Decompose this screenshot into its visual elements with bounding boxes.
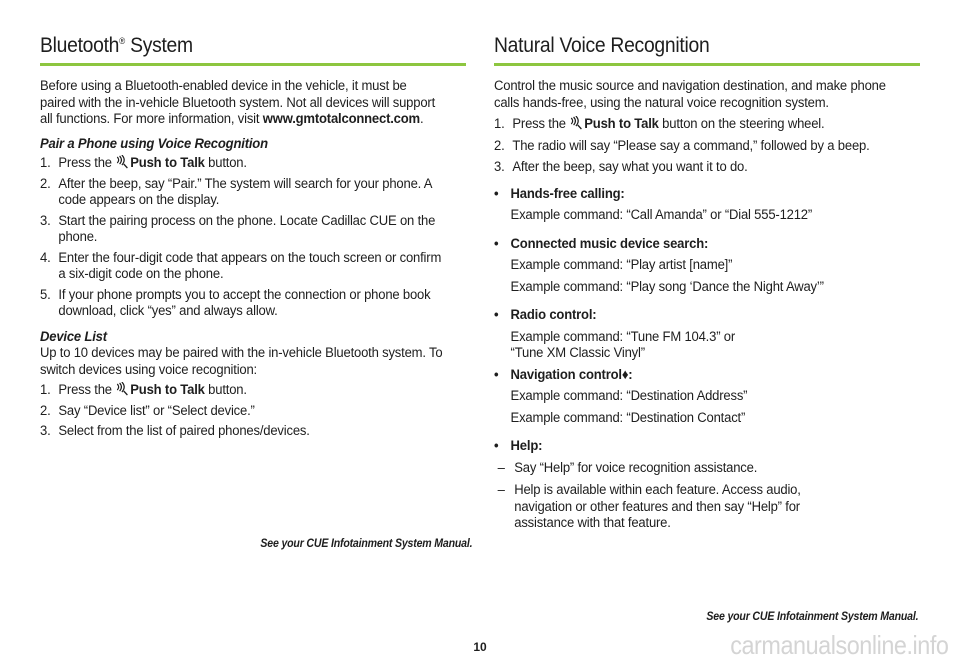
voice-steps — [494, 116, 904, 176]
registered-mark: ® — [119, 36, 125, 46]
step-text: Press the — [58, 155, 112, 171]
example-command: Example command: “Tune FM 104.3” or “Tune XM Classic Vinyl” — [510, 328, 736, 361]
device-list-heading: Device List — [40, 328, 107, 345]
example-command: Example command: “Play artist [name]” — [510, 257, 733, 273]
device-list-intro: Up to 10 devices may be paired with the in-vehicle Bluetooth system. To switch devices using voice recognition: — [40, 345, 443, 378]
step-number: 4. — [40, 249, 51, 266]
list-item — [40, 382, 445, 399]
list-item — [40, 403, 445, 420]
feature-label: Connected music device search: — [510, 235, 709, 252]
bluetooth-manual-note: See your CUE Infotainment System Manual. — [260, 538, 472, 550]
push-to-talk-label: Push to Talk — [130, 382, 205, 398]
feature-radio-control — [494, 307, 904, 362]
step-number: 1. — [494, 116, 505, 132]
step-number: 2. — [494, 137, 505, 154]
title-divider — [40, 63, 466, 66]
list-item — [40, 176, 445, 209]
feature-label: Navigation control♦: — [510, 366, 633, 383]
help-items — [494, 460, 904, 532]
step-number: 3. — [494, 159, 505, 175]
bluetooth-title-text: Bluetooth — [40, 34, 120, 57]
push-to-talk-icon — [116, 382, 129, 396]
bluetooth-title-suffix: System — [124, 34, 193, 57]
push-to-talk-icon — [116, 155, 129, 169]
intro-end: . — [419, 111, 424, 127]
voice-manual-note: See your CUE Infotainment System Manual. — [706, 611, 918, 623]
device-steps — [40, 382, 445, 440]
list-item — [40, 155, 445, 172]
example-command: Example command: “Destination Address” — [510, 388, 748, 404]
step-number: 5. — [40, 286, 51, 303]
list-item — [40, 287, 445, 320]
feature-label: Radio control: — [510, 307, 597, 323]
feature-help — [494, 438, 904, 532]
bluetooth-intro — [40, 78, 445, 128]
step-number: 3. — [40, 212, 51, 229]
voice-intro: Control the music source and navigation destination, and make phone calls hands-free, using the natural voice recognition system. — [494, 78, 886, 111]
step-text: Press the — [58, 382, 112, 398]
step-text: Say “Device list” or “Select device.” — [58, 402, 255, 419]
list-item — [494, 116, 904, 133]
bluetooth-body — [40, 78, 445, 440]
list-item — [40, 213, 445, 246]
feature-hands-free — [494, 186, 904, 224]
step-text: Press the — [512, 116, 566, 132]
voice-features — [494, 186, 904, 532]
pair-heading: Pair a Phone using Voice Recognition — [40, 135, 268, 152]
step-text: button. — [204, 155, 247, 171]
example-command: Example command: “Call Amanda” or “Dial 555-1212” — [510, 207, 813, 223]
step-text: If your phone prompts you to accept the connection or phone book download, click “yes” and always allow. — [58, 286, 431, 319]
feature-music-search — [494, 236, 904, 296]
step-text: button on the steering wheel. — [658, 116, 825, 132]
step-number: 1. — [40, 382, 51, 398]
step-number: 2. — [40, 175, 51, 192]
list-item — [40, 423, 445, 440]
example-command: Example command: “Destination Contact” — [510, 409, 746, 426]
voice-recognition-title: Natural Voice Recognition — [494, 34, 710, 57]
step-text: Enter the four-digit code that appears on the touch screen or confirm a six-digit code on the phone. — [58, 249, 442, 282]
step-number: 1. — [40, 155, 51, 171]
push-to-talk-icon — [570, 116, 583, 130]
title-divider — [494, 63, 920, 66]
step-text: button. — [204, 382, 247, 398]
step-text: After the beep, say “Pair.” The system will search for your phone. A code appears on the display. — [58, 175, 432, 208]
gm-total-connect-link[interactable]: www.gmtotalconnect.com — [262, 111, 420, 127]
feature-label: Hands-free calling: — [510, 185, 625, 202]
feature-navigation-control — [494, 367, 904, 427]
step-number: 3. — [40, 423, 51, 439]
step-number: 2. — [40, 402, 51, 419]
step-text: Start the pairing process on the phone. Locate Cadillac CUE on the phone. — [58, 212, 436, 245]
bluetooth-title — [40, 34, 432, 58]
push-to-talk-label: Push to Talk — [584, 116, 659, 132]
watermark: carmanualsonline.info — [729, 630, 948, 660]
example-command: Example command: “Play song ‘Dance the Night Away’” — [510, 278, 824, 295]
step-text: After the beep, say what you want it to do. — [512, 159, 748, 175]
list-item: – Help is available within each feature. Access audio, navigation or other features and then say “Help” for assistance with that feature. — [494, 482, 904, 532]
step-text: Select from the list of paired phones/devices. — [58, 423, 310, 439]
voice-recognition-body — [494, 78, 904, 532]
step-text: The radio will say “Please say a command,” followed by a beep. — [512, 137, 870, 154]
page-number: 10 — [473, 640, 487, 654]
list-item: – Say “Help” for voice recognition assistance. — [494, 460, 904, 477]
feature-label: Help: — [510, 438, 543, 454]
intro-text: Before using a Bluetooth-enabled device in the vehicle, it must be paired with the in-vehicle Bluetooth system. Not all devices will support all functions. For more information, visit — [40, 78, 436, 127]
push-to-talk-label: Push to Talk — [130, 155, 205, 171]
pair-steps — [40, 155, 445, 320]
list-item — [40, 250, 445, 283]
list-item — [494, 138, 904, 155]
list-item — [494, 159, 904, 176]
